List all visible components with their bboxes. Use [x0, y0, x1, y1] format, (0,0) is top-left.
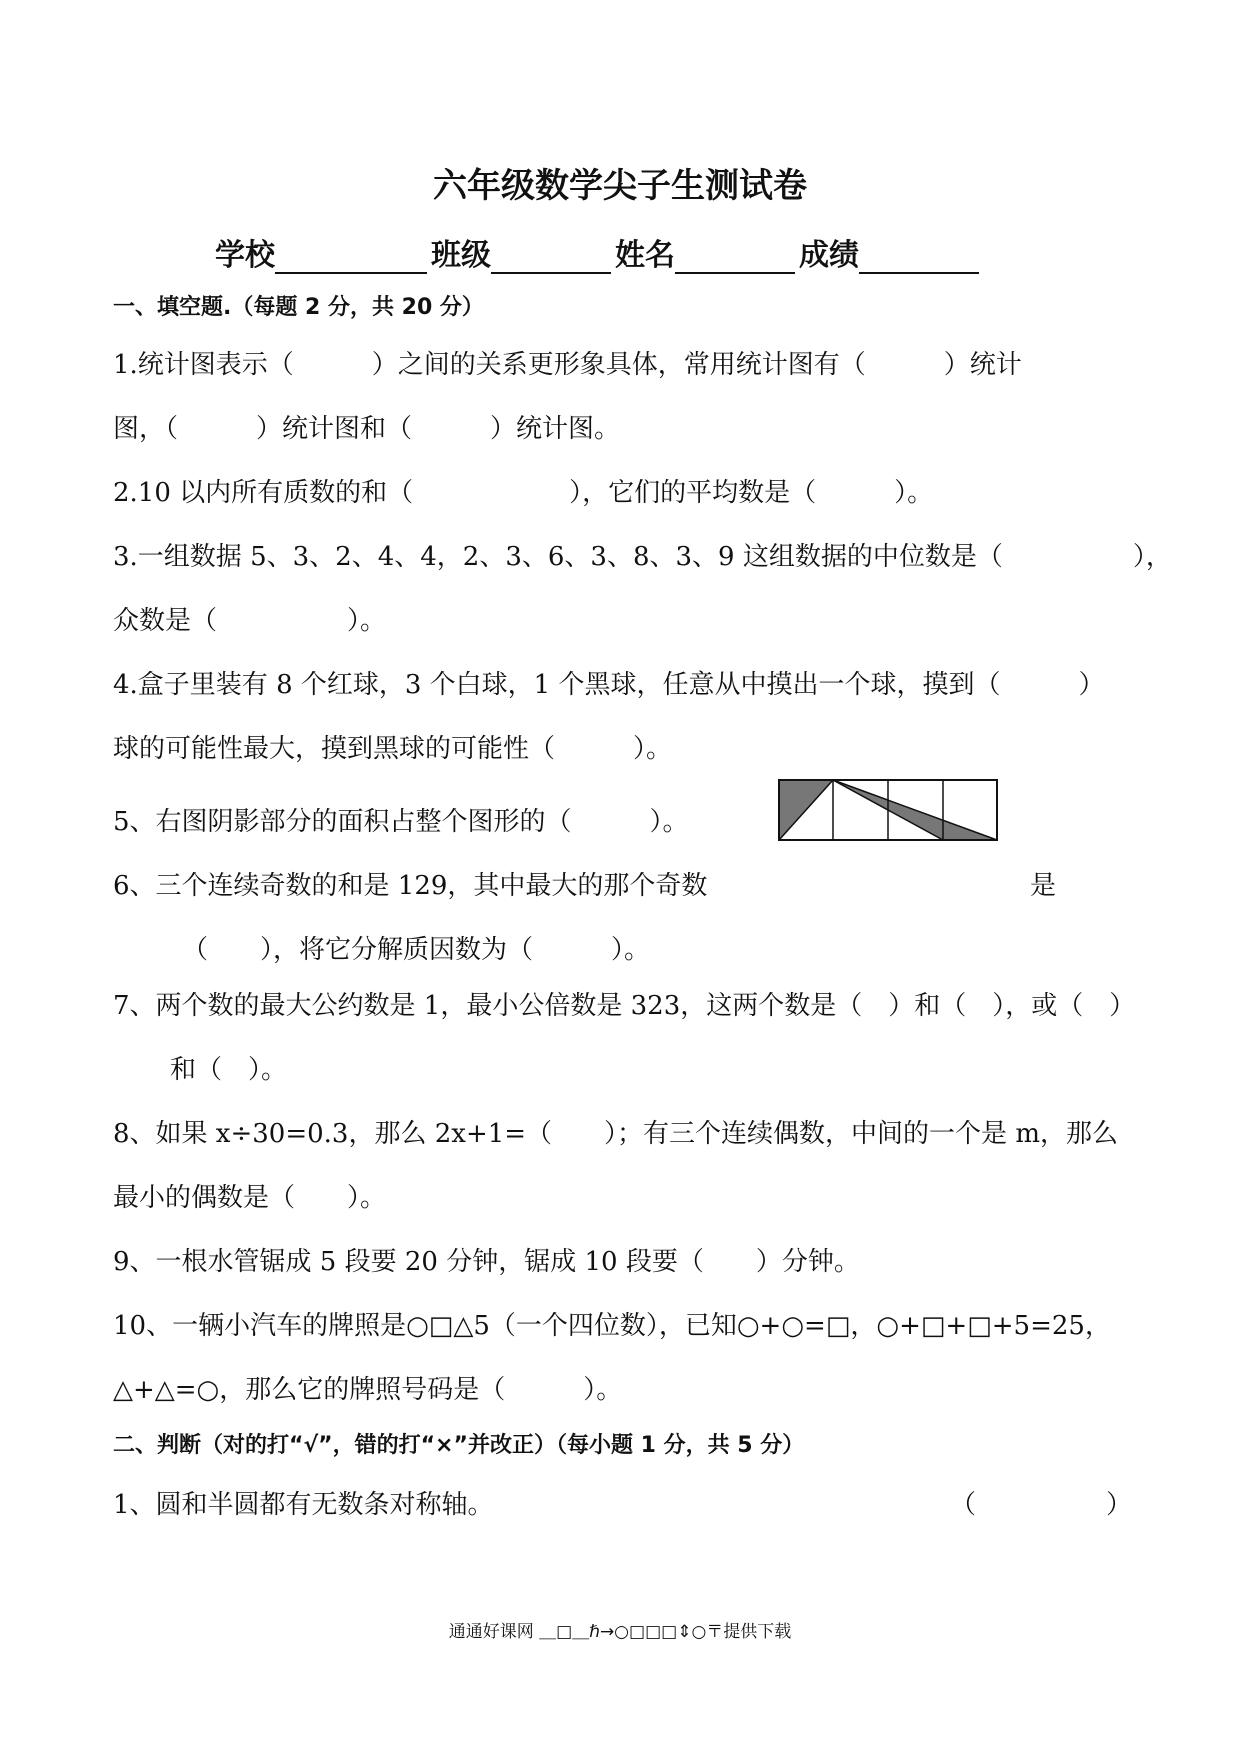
class-label: 班级 [431, 238, 491, 273]
q4-line-1: 4.盒子里装有 8 个红球，3 个白球，1 个黑球，任意从中摸出一个球，摸到（ ） [113, 670, 1105, 700]
q9-line: 9、一根水管锯成 5 段要 20 分钟，锯成 10 段要（ ）分钟。 [113, 1247, 860, 1277]
q10-line-2: △+△=○，那么它的牌照号码是（ ）。 [113, 1375, 623, 1405]
name-label: 姓名 [615, 238, 675, 273]
name-blank [675, 242, 795, 274]
footer-watermark: 通通好课网 ＿□＿ℏ→○□□□⇕○〒提供下载 [448, 1622, 792, 1642]
q8-line-1: 8、如果 x÷30=0.3，那么 2x+1=（ ）；有三个连续偶数，中间的一个是 m，那么 [113, 1119, 1118, 1149]
judge-1-answer-paren: （ ） [950, 1490, 1133, 1520]
shaded-figure [778, 779, 998, 841]
diagonal-long [833, 780, 997, 840]
section-1-heading: 一、填空题.（每题 2 分，共 20 分） [113, 295, 484, 320]
q7-line-2: 和（ ）。 [170, 1055, 288, 1085]
judge-1-text: 1、圆和半圆都有无数条对称轴。 [113, 1490, 494, 1520]
school-blank [275, 242, 427, 274]
school-label: 学校 [215, 238, 275, 273]
q1-line-1: 1.统计图表示（ ）之间的关系更形象具体，常用统计图有（ ）统计 [113, 350, 1022, 380]
q6-line-2: （ ），将它分解质因数为（ ）。 [182, 935, 651, 965]
page-title: 六年级数学尖子生测试卷 [433, 166, 807, 206]
q3-line-2: 众数是（ ）。 [113, 606, 387, 636]
score-label: 成绩 [799, 238, 859, 273]
student-info-line [215, 230, 983, 274]
q7-line-1: 7、两个数的最大公约数是 1，最小公倍数是 323，这两个数是（ ）和（ ），或（ ） [113, 991, 1136, 1021]
q8-line-2: 最小的偶数是（ ）。 [113, 1183, 387, 1213]
score-blank [859, 242, 979, 274]
q10-line-1: 10、一辆小汽车的牌照是○□△5（一个四位数），已知○+○=□，○+□+□+5=25， [113, 1311, 1111, 1341]
q6-line-1-end: 是 [1030, 871, 1057, 901]
q1-line-2: 图，（ ）统计图和（ ）统计图。 [113, 414, 621, 444]
q6-line-1: 6、三个连续奇数的和是 129，其中最大的那个奇数 [113, 871, 708, 901]
class-blank [491, 242, 611, 274]
q2-line: 2.10 以内所有质数的和（ ），它们的平均数是（ ）。 [113, 478, 934, 508]
section-2-heading: 二、判断（对的打“√”，错的打“×”并改正）（每小题 1 分，共 5 分） [113, 1433, 805, 1458]
q5-line: 5、右图阴影部分的面积占整个图形的（ ）。 [113, 807, 689, 837]
q4-line-2: 球的可能性最大，摸到黑球的可能性（ ）。 [113, 734, 673, 764]
q3-line-1: 3.一组数据 5、3、2、4、4，2、3、6、3、8、3、9 这组数据的中位数是（ ）， [113, 542, 1172, 572]
